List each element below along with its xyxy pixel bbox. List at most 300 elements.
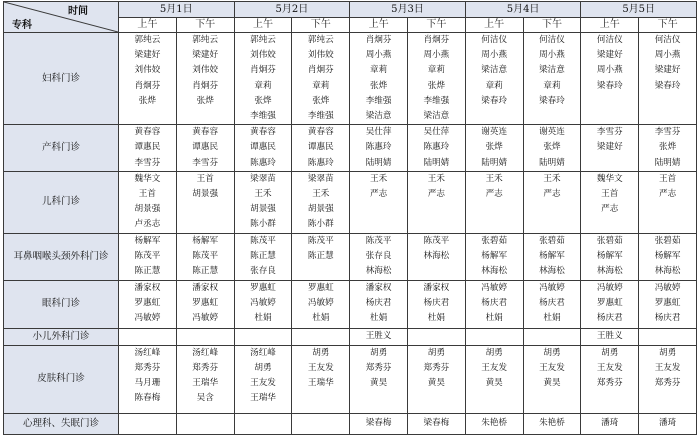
doctor-name: 张烨	[543, 142, 561, 153]
doctor-name: 胡勇	[312, 347, 330, 358]
department-name: 小儿外科门诊	[4, 328, 119, 345]
doctor-name: 梁建好	[596, 142, 623, 153]
doctor-name: 陈茂平	[250, 235, 276, 246]
am-header: 上午	[234, 17, 292, 33]
schedule-cell	[407, 33, 465, 125]
doctor-name: 何洁仪	[539, 35, 565, 45]
department-name: 耳鼻咽喉头颈外科门诊	[4, 233, 119, 280]
doctor-name: 李雪芬	[192, 157, 219, 168]
schedule-cell	[407, 345, 465, 413]
pm-header: 下午	[176, 17, 234, 33]
schedule-cell	[292, 233, 350, 280]
doctor-name: 潘琦	[658, 418, 677, 429]
doctor-name: 冯敏婷	[654, 282, 681, 293]
doctor-name: 周小燕	[365, 50, 392, 61]
schedule-cell	[465, 33, 523, 125]
doctor-name: 张碧茹	[654, 235, 681, 246]
schedule-cell	[465, 171, 523, 233]
doctor-name: 王友发	[481, 362, 508, 373]
doctor-name: 杨解军	[192, 235, 219, 246]
schedule-cell	[465, 280, 523, 328]
schedule-cell	[523, 413, 581, 434]
doctor-name: 王友发	[539, 362, 565, 373]
schedule-cell	[465, 125, 523, 172]
doctor-name: 严志	[485, 189, 503, 200]
doctor-name: 胡勇	[658, 347, 677, 358]
schedule-cell	[176, 125, 234, 172]
doctor-name: 梁春梅	[365, 418, 392, 429]
doctor-name: 冯敏婷	[192, 313, 219, 324]
schedule-cell	[581, 33, 639, 125]
doctor-name: 魏华文	[134, 173, 161, 184]
doctor-name: 黄春容	[134, 127, 161, 138]
schedule-cell	[176, 345, 234, 413]
doctor-name: 梁春玲	[481, 95, 508, 106]
schedule-cell	[523, 328, 581, 345]
schedule-table	[3, 1, 697, 435]
schedule-cell	[119, 280, 177, 328]
doctor-name: 肖炯芬	[192, 80, 219, 91]
schedule-cell	[176, 33, 234, 125]
doctor-name: 黄春容	[192, 127, 219, 138]
schedule-cell	[119, 33, 177, 125]
doctor-name: 章莉	[427, 65, 445, 76]
doctor-name: 章莉	[543, 80, 561, 91]
doctor-name: 郑秀芬	[654, 378, 681, 389]
doctor-name: 梁翠苗	[307, 173, 334, 184]
doctor-name: 梁建好	[192, 50, 219, 61]
doctor-name: 杨庆君	[481, 297, 508, 308]
doctor-name: 杜娟	[254, 313, 272, 324]
doctor-name: 陈惠玲	[307, 157, 334, 168]
schedule-cell	[639, 280, 697, 328]
doctor-name: 潘家权	[134, 282, 161, 293]
doctor-name: 朱艳桥	[481, 418, 508, 429]
schedule-cell	[176, 171, 234, 233]
doctor-name: 刘伟姣	[250, 50, 276, 61]
doctor-name: 黄春容	[307, 127, 334, 138]
doctor-name: 肖炯芬	[250, 65, 276, 76]
doctor-name: 王瑞华	[307, 378, 334, 389]
doctor-name: 胡勇	[254, 362, 272, 373]
doctor-name: 林海松	[365, 266, 392, 277]
department-row	[4, 345, 697, 413]
doctor-name: 王瑞华	[192, 378, 219, 389]
doctor-name: 张烨	[196, 95, 214, 106]
schedule-cell	[234, 125, 292, 172]
doctor-name: 周小燕	[596, 65, 623, 76]
doctor-name: 谢英连	[481, 127, 508, 138]
doctor-name: 杨庆君	[539, 297, 565, 308]
doctor-name: 郑秀芬	[134, 362, 161, 373]
doctor-name: 张碧茹	[596, 235, 623, 246]
date-header: 5月3日	[350, 2, 466, 18]
doctor-name: 张烨	[427, 80, 445, 91]
doctor-name: 陆明婧	[423, 157, 450, 168]
doctor-name: 杨解军	[481, 250, 508, 261]
doctor-name: 罗惠虹	[307, 282, 334, 293]
doctor-name: 王友发	[596, 362, 623, 373]
schedule-cell	[581, 280, 639, 328]
doctor-name: 罗惠虹	[654, 297, 681, 308]
doctor-name: 卢丞志	[134, 219, 161, 230]
department-name: 皮肤科门诊	[4, 345, 119, 413]
schedule-cell	[523, 33, 581, 125]
doctor-name: 汤红峰	[134, 347, 161, 358]
specialty-label: 专科	[12, 20, 32, 31]
department-row	[4, 280, 697, 328]
doctor-name: 李维强	[307, 111, 334, 122]
doctor-name: 王首	[658, 173, 677, 184]
doctor-name: 罗惠虹	[192, 297, 219, 308]
schedule-cell	[523, 280, 581, 328]
schedule-cell	[465, 413, 523, 434]
am-header: 上午	[350, 17, 408, 33]
doctor-name: 刘伟姣	[307, 50, 334, 61]
doctor-name: 梁建好	[596, 50, 623, 61]
schedule-cell	[581, 171, 639, 233]
schedule-cell	[292, 280, 350, 328]
schedule-cell	[234, 280, 292, 328]
doctor-name: 周小燕	[423, 50, 450, 61]
department-row	[4, 233, 697, 280]
doctor-name: 胡景强	[250, 204, 276, 215]
doctor-name: 朱艳桥	[539, 418, 565, 429]
doctor-name: 王友发	[307, 362, 334, 373]
doctor-name: 冯敏婷	[596, 282, 623, 293]
doctor-name: 李维强	[250, 111, 276, 122]
doctor-name: 张存良	[365, 250, 392, 261]
doctor-name: 杜娟	[543, 313, 561, 324]
schedule-cell	[234, 171, 292, 233]
schedule-cell	[465, 328, 523, 345]
doctor-name: 李雪芬	[654, 127, 681, 138]
date-header: 5月2日	[234, 2, 350, 18]
schedule-cell	[119, 345, 177, 413]
doctor-name: 陈茂平	[134, 250, 161, 261]
doctor-name: 肖炯芬	[423, 35, 450, 45]
doctor-name: 梁翠苗	[250, 173, 276, 184]
doctor-name: 陈正慧	[192, 266, 219, 277]
doctor-name: 王首	[601, 189, 619, 200]
doctor-name: 潘家权	[192, 282, 219, 293]
doctor-name: 郑秀芬	[423, 362, 450, 373]
schedule-cell	[523, 233, 581, 280]
schedule-cell	[350, 125, 408, 172]
schedule-body	[4, 33, 697, 435]
doctor-name: 陈惠玲	[365, 142, 392, 153]
doctor-name: 章莉	[485, 80, 503, 91]
schedule-cell	[119, 413, 177, 434]
corner-header	[4, 2, 119, 33]
doctor-name: 郭纯云	[250, 35, 276, 45]
doctor-name: 胡勇	[485, 347, 503, 358]
doctor-name: 潘家权	[423, 282, 450, 293]
doctor-name: 冯敏婷	[134, 313, 161, 324]
doctor-name: 张碧茹	[539, 235, 565, 246]
schedule-cell	[350, 345, 408, 413]
doctor-name: 冯敏婷	[250, 297, 276, 308]
department-row	[4, 33, 697, 125]
doctor-name: 冯敏婷	[539, 282, 565, 293]
doctor-name: 张烨	[369, 80, 388, 91]
schedule-cell	[176, 280, 234, 328]
schedule-cell	[581, 345, 639, 413]
doctor-name: 陈惠玲	[250, 157, 276, 168]
doctor-name: 王禾	[254, 189, 272, 200]
department-name: 儿科门诊	[4, 171, 119, 233]
department-row	[4, 328, 697, 345]
schedule-cell	[407, 328, 465, 345]
schedule-cell	[176, 328, 234, 345]
doctor-name: 章莉	[369, 65, 388, 76]
date-header: 5月4日	[465, 2, 581, 18]
doctor-name: 陈正慧	[134, 266, 161, 277]
doctor-name: 陈正慧	[250, 250, 276, 261]
doctor-name: 杨解军	[596, 250, 623, 261]
schedule-cell	[407, 413, 465, 434]
doctor-name: 陈小群	[250, 219, 276, 230]
doctor-name: 林海松	[654, 266, 681, 277]
doctor-name: 胡勇	[543, 347, 561, 358]
doctor-name: 陆明婧	[365, 157, 392, 168]
doctor-name: 吴仕萍	[365, 127, 392, 138]
schedule-cell	[639, 345, 697, 413]
schedule-cell	[234, 328, 292, 345]
doctor-name: 林海松	[596, 266, 623, 277]
doctor-name: 王禾	[543, 173, 561, 184]
doctor-name: 黄春容	[250, 127, 276, 138]
schedule-cell	[292, 171, 350, 233]
department-row	[4, 171, 697, 233]
schedule-cell	[523, 345, 581, 413]
schedule-cell	[350, 413, 408, 434]
doctor-name: 黄昊	[485, 378, 503, 389]
am-header: 上午	[581, 17, 639, 33]
schedule-cell	[407, 125, 465, 172]
schedule-cell	[523, 125, 581, 172]
doctor-name: 林海松	[423, 250, 450, 261]
schedule-cell	[581, 328, 639, 345]
doctor-name: 林海松	[539, 266, 565, 277]
date-header: 5月1日	[119, 2, 235, 18]
doctor-name: 周小燕	[481, 50, 508, 61]
am-header: 上午	[119, 17, 177, 33]
doctor-name: 梁春玲	[596, 80, 623, 91]
doctor-name: 王首	[138, 189, 156, 200]
date-header: 5月5日	[581, 2, 697, 18]
doctor-name: 黄昊	[369, 378, 388, 389]
doctor-name: 梁春玲	[654, 80, 681, 91]
schedule-cell	[350, 280, 408, 328]
doctor-name: 李雪芬	[596, 127, 623, 138]
doctor-name: 郭纯云	[134, 35, 161, 45]
doctor-name: 杜娟	[312, 313, 330, 324]
doctor-name: 张烨	[485, 142, 503, 153]
doctor-name: 王友发	[250, 378, 276, 389]
doctor-name: 冯敏婷	[481, 282, 508, 293]
doctor-name: 严志	[601, 204, 619, 215]
doctor-name: 胡勇	[369, 347, 388, 358]
doctor-name: 梁洁意	[365, 111, 392, 122]
doctor-name: 王友发	[654, 362, 681, 373]
schedule-cell	[292, 345, 350, 413]
schedule-cell	[119, 171, 177, 233]
doctor-name: 李维强	[423, 95, 450, 106]
doctor-name: 何洁仪	[596, 35, 623, 45]
doctor-name: 王胜义	[365, 331, 392, 342]
department-name: 心理科、失眠门诊	[4, 413, 119, 434]
schedule-cell	[119, 233, 177, 280]
schedule-cell	[465, 233, 523, 280]
schedule-cell	[350, 171, 408, 233]
schedule-cell	[465, 345, 523, 413]
doctor-name: 陈茂平	[307, 235, 334, 246]
doctor-name: 陈惠玲	[423, 142, 450, 153]
doctor-name: 杨庆君	[365, 297, 392, 308]
schedule-cell	[119, 125, 177, 172]
doctor-name: 陈茂平	[192, 250, 219, 261]
doctor-name: 梁春梅	[423, 418, 450, 429]
schedule-cell	[292, 328, 350, 345]
doctor-name: 严志	[543, 189, 561, 200]
doctor-name: 梁洁意	[539, 65, 565, 76]
doctor-name: 潘家权	[365, 282, 392, 293]
schedule-cell	[292, 413, 350, 434]
doctor-name: 马月珊	[134, 378, 161, 389]
schedule-cell	[350, 328, 408, 345]
doctor-name: 杨解军	[654, 250, 681, 261]
pm-header: 下午	[407, 17, 465, 33]
doctor-name: 严志	[427, 189, 445, 200]
doctor-name: 肖炯芬	[365, 35, 392, 45]
schedule-cell	[407, 280, 465, 328]
doctor-name: 张存良	[250, 266, 276, 277]
doctor-name: 谢英连	[539, 127, 565, 138]
doctor-name: 杨解军	[134, 235, 161, 246]
department-name: 妇科门诊	[4, 33, 119, 125]
doctor-name: 王禾	[427, 173, 445, 184]
doctor-name: 张烨	[254, 95, 272, 106]
doctor-name: 魏华文	[596, 173, 623, 184]
schedule-cell	[234, 345, 292, 413]
schedule-cell	[639, 328, 697, 345]
doctor-name: 肖炯芬	[134, 80, 161, 91]
date-header-row	[4, 2, 697, 18]
department-name: 眼科门诊	[4, 280, 119, 328]
department-row	[4, 125, 697, 172]
doctor-name: 谭惠民	[250, 142, 276, 153]
doctor-name: 严志	[658, 189, 677, 200]
doctor-name: 梁洁意	[423, 111, 450, 122]
doctor-name: 李维强	[365, 95, 392, 106]
doctor-name: 刘伟姣	[134, 65, 161, 76]
doctor-name: 郑秀芬	[365, 362, 392, 373]
doctor-name: 王瑞华	[250, 393, 276, 404]
doctor-name: 谭惠民	[192, 142, 219, 153]
doctor-name: 杨庆君	[423, 297, 450, 308]
department-name: 产科门诊	[4, 125, 119, 172]
doctor-name: 周小燕	[654, 50, 681, 61]
schedule-cell	[292, 33, 350, 125]
doctor-name: 谭惠民	[134, 142, 161, 153]
doctor-name: 肖炯芬	[307, 65, 334, 76]
pm-header: 下午	[639, 17, 697, 33]
doctor-name: 何洁仪	[654, 35, 681, 45]
doctor-name: 严志	[369, 189, 388, 200]
doctor-name: 杨庆君	[596, 313, 623, 324]
doctor-name: 杜娟	[427, 313, 445, 324]
doctor-name: 胡景强	[192, 189, 219, 200]
schedule-cell	[234, 33, 292, 125]
doctor-name: 陈小群	[307, 219, 334, 230]
doctor-name: 章莉	[254, 80, 272, 91]
doctor-name: 张烨	[312, 95, 330, 106]
schedule-cell	[350, 33, 408, 125]
doctor-name: 杨庆君	[654, 313, 681, 324]
schedule-cell	[407, 233, 465, 280]
doctor-name: 杜娟	[369, 313, 388, 324]
doctor-name: 杨解军	[539, 250, 565, 261]
doctor-name: 郑秀芬	[192, 362, 219, 373]
doctor-name: 陆明婧	[481, 157, 508, 168]
schedule-cell	[234, 413, 292, 434]
schedule-cell	[176, 413, 234, 434]
doctor-name: 罗惠虹	[134, 297, 161, 308]
doctor-name: 梁建好	[654, 65, 681, 76]
doctor-name: 章莉	[312, 80, 330, 91]
doctor-name: 梁建好	[134, 50, 161, 61]
doctor-name: 冯敏婷	[307, 297, 334, 308]
schedule-cell	[639, 125, 697, 172]
doctor-name: 陈春梅	[134, 393, 161, 404]
doctor-name: 李雪芬	[134, 157, 161, 168]
doctor-name: 罗惠虹	[250, 282, 276, 293]
doctor-name: 胡勇	[601, 347, 619, 358]
doctor-name: 陈茂平	[423, 235, 450, 246]
pm-header: 下午	[292, 17, 350, 33]
doctor-name: 汤红峰	[250, 347, 276, 358]
am-header: 上午	[465, 17, 523, 33]
doctor-name: 潘琦	[601, 418, 619, 429]
schedule-cell	[581, 125, 639, 172]
doctor-name: 张烨	[658, 142, 677, 153]
doctor-name: 张烨	[138, 95, 156, 106]
schedule-cell	[581, 233, 639, 280]
doctor-name: 张碧茹	[481, 235, 508, 246]
doctor-name: 吴仕萍	[423, 127, 450, 138]
doctor-name: 郭纯云	[192, 35, 219, 45]
doctor-name: 王禾	[485, 173, 503, 184]
schedule-cell	[523, 171, 581, 233]
doctor-name: 林海松	[481, 266, 508, 277]
schedule-cell	[350, 233, 408, 280]
doctor-name: 吴含	[196, 393, 214, 404]
doctor-name: 周小燕	[539, 50, 565, 61]
doctor-name: 王禾	[312, 189, 330, 200]
doctor-name: 郑秀芬	[596, 378, 623, 389]
schedule-cell	[292, 125, 350, 172]
doctor-name: 陈正慧	[307, 250, 334, 261]
doctor-name: 郭纯云	[307, 35, 334, 45]
doctor-name: 汤红峰	[192, 347, 219, 358]
schedule-cell	[639, 33, 697, 125]
doctor-name: 罗惠虹	[596, 297, 623, 308]
schedule-cell	[639, 233, 697, 280]
schedule-cell	[176, 233, 234, 280]
department-row	[4, 413, 697, 434]
doctor-name: 何洁仪	[481, 35, 508, 45]
